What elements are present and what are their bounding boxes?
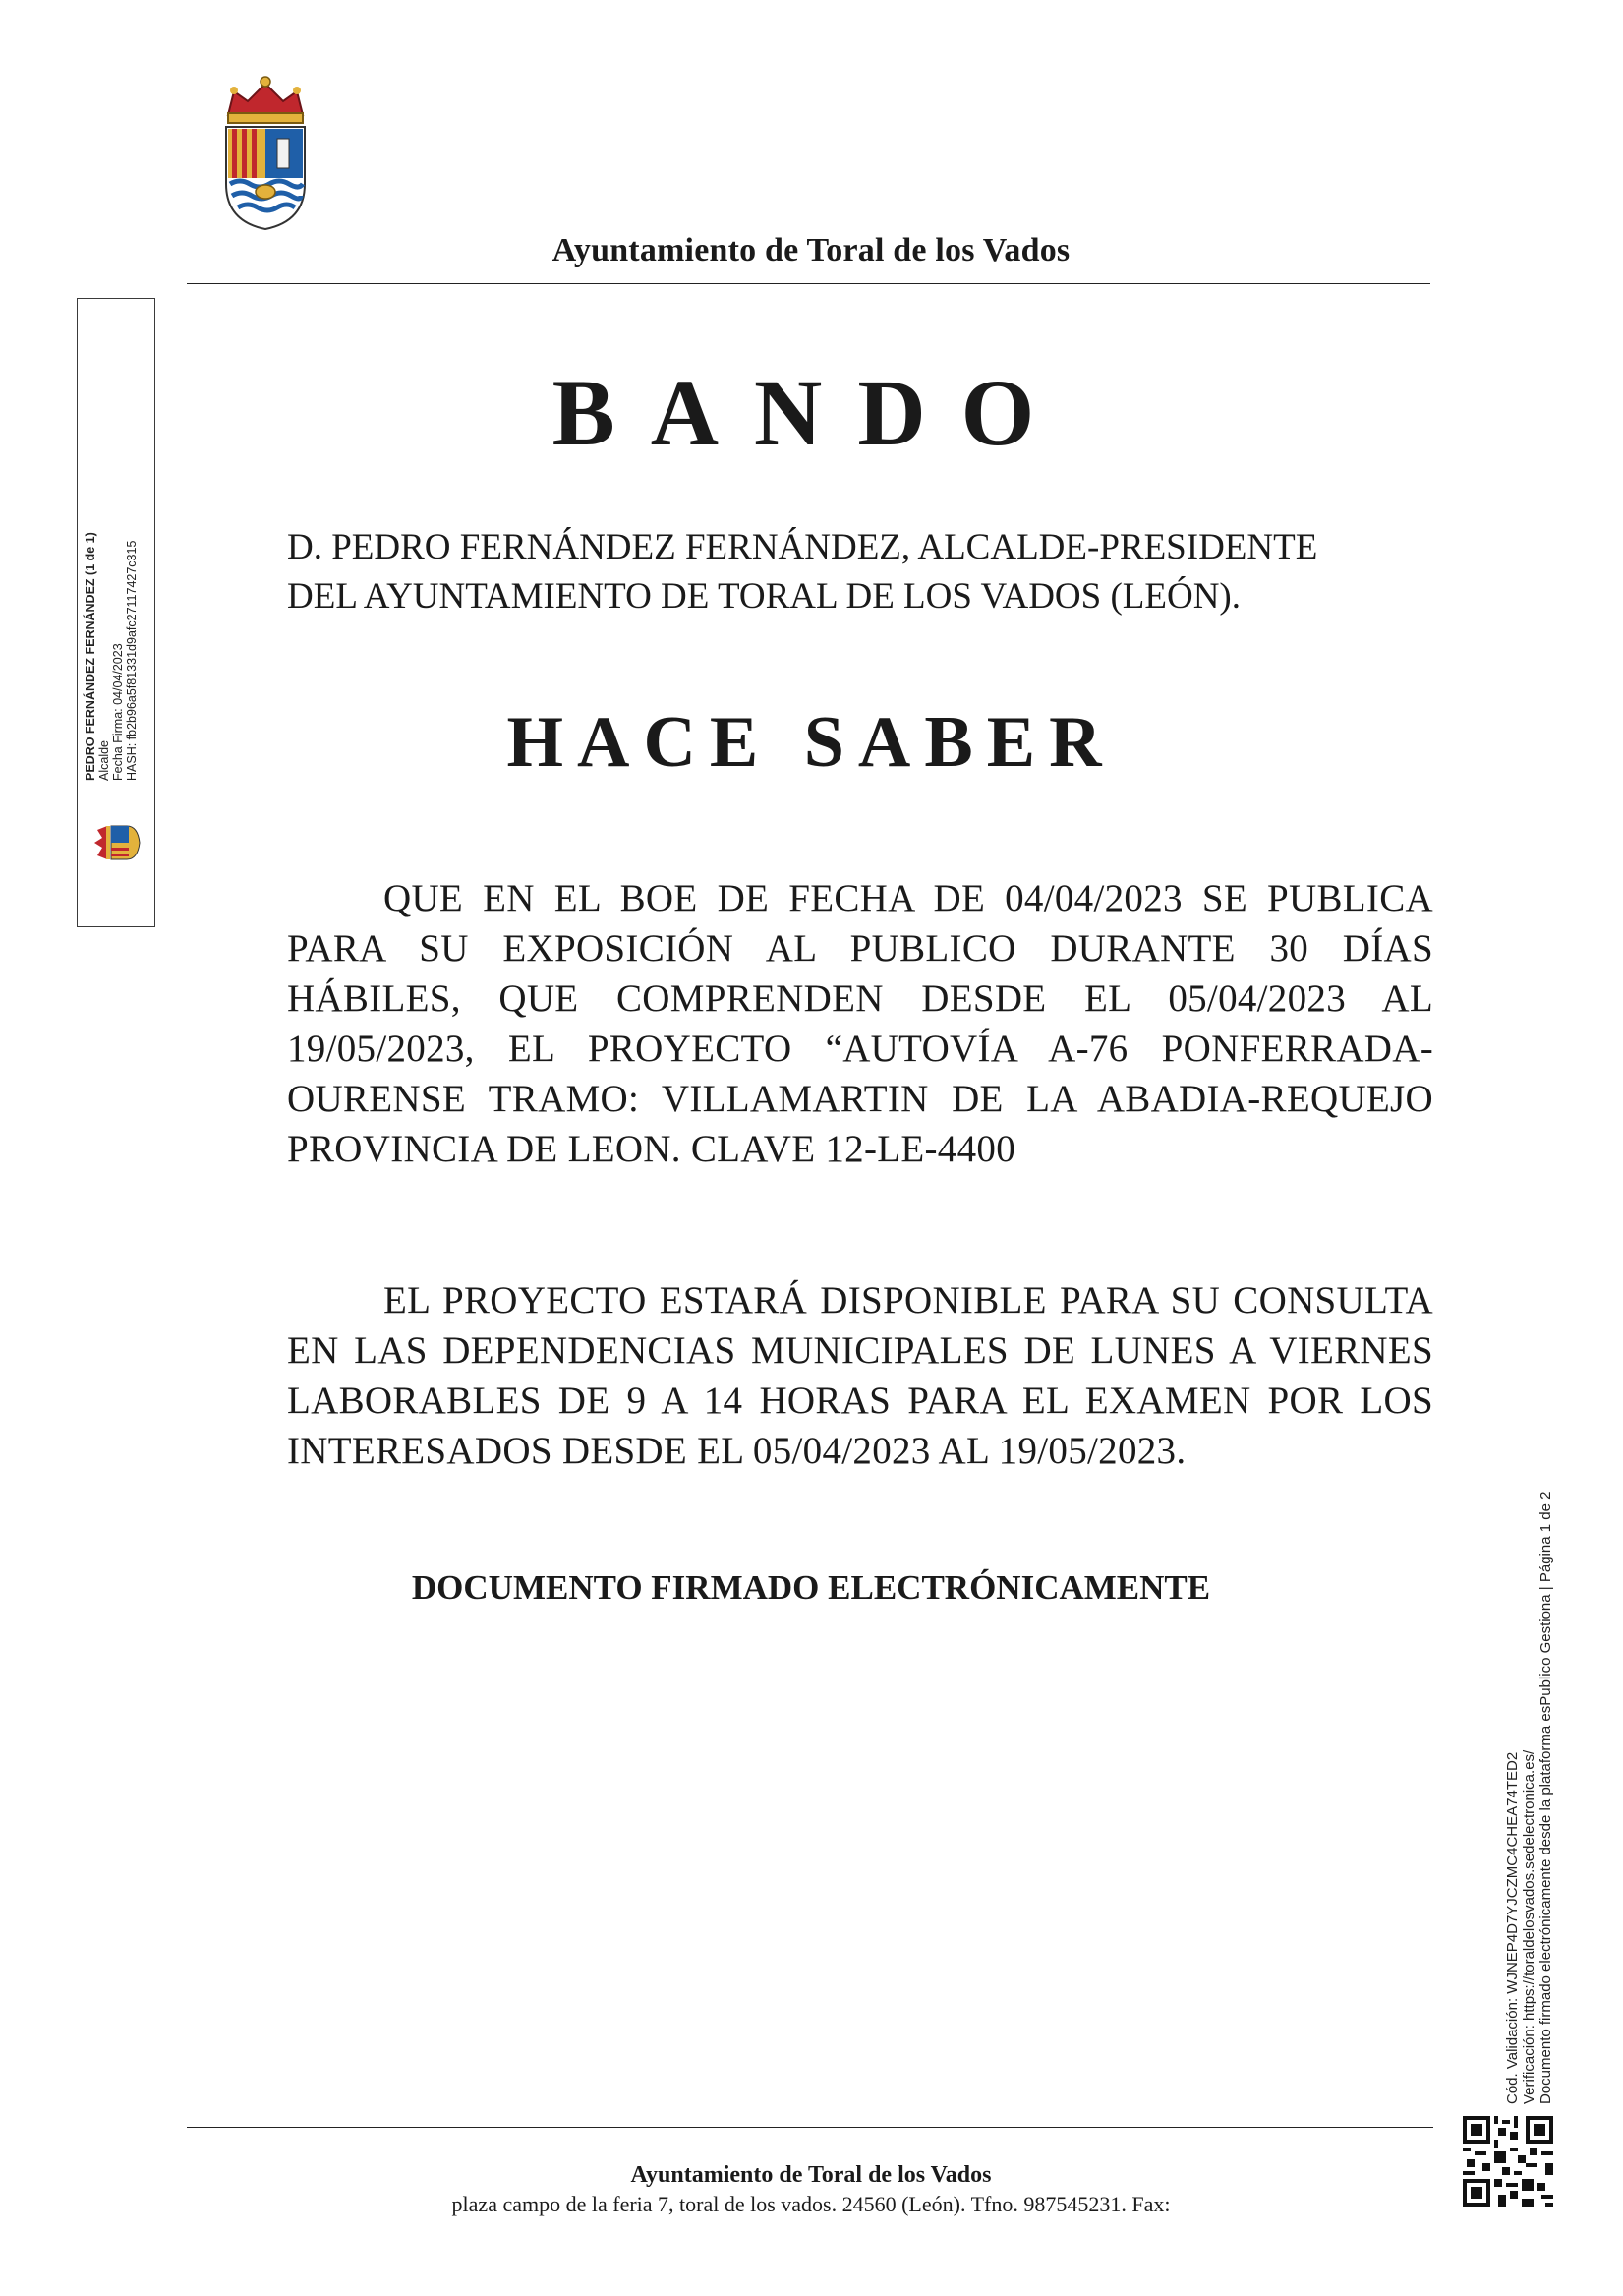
footer-organization: Ayuntamiento de Toral de los Vados: [630, 2162, 992, 2188]
signer-name: PEDRO FERNÁNDEZ FERNÁNDEZ (1 de 1): [84, 532, 97, 781]
verification-block: [1504, 1416, 1554, 2104]
issuer-line-2: DEL AYUNTAMIENTO DE TORAL DE LOS VADOS (LEÓN).: [287, 576, 1242, 617]
announcement-paragraph-1: QUE EN EL BOE DE FECHA DE 04/04/2023 SE PUBLICA PARA SU EXPOSICIÓN AL PUBLICO DURANTE 30 DÍAS HÁBILES, QUE COMPRENDEN DESDE EL 05/04/2023 AL 19/05/2023, EL PROYECTO “AUTOVÍA A-76 PONFERRADA- OURENSE TRAMO: VILLAMARTIN DE LA ABADIA-REQUEJO PROVINCIA DE LEON. CLAVE 12-LE-4400: [287, 877, 1433, 1170]
announcement-paragraph-2: EL PROYECTO ESTARÁ DISPONIBLE PARA SU CONSULTA EN LAS DEPENDENCIAS MUNICIPALES DE LUNES A VIERNES LABORABLES DE 9 A 14 HORAS PARA EL EXAMEN POR LOS INTERESADOS DESDE EL 05/04/2023 AL 19/05/2023.: [287, 1279, 1433, 1472]
signer-role: Alcalde: [97, 740, 111, 781]
qr-code-icon: [1463, 2116, 1553, 2207]
verification-url: Verificación: https://toraldelosvados.sedelectronica.es/: [1521, 1749, 1537, 2104]
signature-hash: HASH: fb2b96a5f81331d9afc27117427c315: [125, 540, 139, 781]
footer-divider: [187, 2127, 1433, 2128]
signature-date: Fecha Firma: 04/04/2023: [111, 643, 125, 781]
signature-stamp: [77, 298, 155, 927]
municipal-coat-of-arms-icon: [216, 74, 315, 231]
issuer-line-1: D. PEDRO FERNÁNDEZ FERNÁNDEZ, ALCALDE-PRESIDENTE: [287, 527, 1318, 567]
footer-address: plaza campo de la feria 7, toral de los vados. 24560 (León). Tfno. 987545231. Fax:: [451, 2192, 1171, 2216]
signed-notice: DOCUMENTO FIRMADO ELECTRÓNICAMENTE: [411, 1568, 1211, 1607]
validation-code: Cód. Validación: WJNEP4D7YJCZMC4CHEA74TED2: [1504, 1751, 1521, 2104]
platform-notice: Documento firmado electrónicamente desde la plataforma esPublico Gestiona | Página 1 de 2: [1537, 1491, 1554, 2104]
header-divider: [187, 283, 1430, 284]
section-heading: HACE SABER: [506, 702, 1116, 783]
header-organization: Ayuntamiento de Toral de los Vados: [551, 232, 1071, 268]
issuer-block: [287, 523, 1447, 621]
signature-crest-icon: [91, 818, 141, 867]
document-title: BANDO: [551, 360, 1071, 465]
signature-text: [84, 230, 139, 781]
